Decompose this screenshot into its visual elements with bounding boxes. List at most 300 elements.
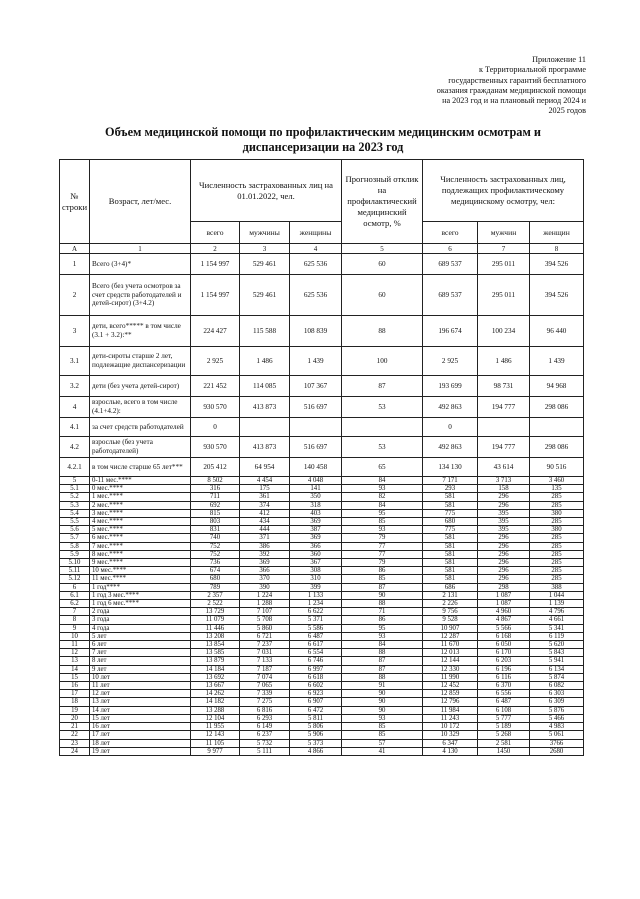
age-label-cell: 2 мес.****: [90, 501, 191, 509]
value-cell: 296: [478, 559, 530, 567]
value-cell: 6 554: [290, 649, 342, 657]
value-cell: 221 452: [191, 376, 240, 397]
age-label-cell: 19 лет: [90, 747, 191, 755]
value-cell: 57: [342, 739, 423, 747]
row-number-cell: 6.1: [60, 591, 90, 599]
value-cell: 13 208: [191, 632, 240, 640]
appendix-line: оказания гражданам медицинской помощи: [436, 85, 586, 95]
column-index-cell: 8: [530, 244, 584, 254]
table-row: [60, 501, 584, 509]
age-label-cell: 6 лет: [90, 641, 191, 649]
title-line-1: Объем медицинской помощи по профилактическим медицинским осмотрам и: [105, 125, 541, 139]
value-cell: 95: [342, 624, 423, 632]
column-index-cell: 7: [478, 244, 530, 254]
value-cell: 158: [478, 485, 530, 493]
value-cell: 14 182: [191, 698, 240, 706]
value-cell: 366: [240, 567, 290, 575]
value-cell: 84: [342, 477, 423, 485]
value-cell: 79: [342, 534, 423, 542]
value-cell: 91: [342, 682, 423, 690]
value-cell: 140 458: [290, 458, 342, 477]
row-number-cell: 5.11: [60, 567, 90, 575]
header-row-number: № строки: [60, 160, 90, 244]
value-cell: 285: [530, 550, 584, 558]
age-label-cell: 3 года: [90, 616, 191, 624]
age-label-cell: дети (без учета детей-сирот): [90, 376, 191, 397]
value-cell: 285: [530, 575, 584, 583]
value-cell: 93: [342, 485, 423, 493]
value-cell: 77: [342, 550, 423, 558]
value-cell: 296: [478, 534, 530, 542]
value-cell: 64 954: [240, 458, 290, 477]
age-label-cell: 1 год****: [90, 583, 191, 591]
value-cell: 2 522: [191, 600, 240, 608]
value-cell: 285: [530, 501, 584, 509]
value-cell: 6 108: [478, 706, 530, 714]
value-cell: 87: [342, 376, 423, 397]
age-label-cell: 16 лет: [90, 723, 191, 731]
table-row: [60, 682, 584, 690]
value-cell: 1 154 997: [191, 275, 240, 316]
header-forecast-response: Прогнозный отклик на профилактический медицинский осмотр, %: [342, 160, 423, 244]
value-cell: 100: [342, 347, 423, 376]
row-number-cell: 14: [60, 665, 90, 673]
row-number-cell: 23: [60, 739, 90, 747]
value-cell: 4 983: [530, 723, 584, 731]
row-number-cell: 9: [60, 624, 90, 632]
value-cell: 369: [240, 559, 290, 567]
value-cell: 516 697: [290, 437, 342, 458]
value-cell: 13 585: [191, 649, 240, 657]
age-label-cell: 15 лет: [90, 714, 191, 722]
value-cell: 296: [478, 493, 530, 501]
value-cell: 1 087: [478, 600, 530, 608]
value-cell: 581: [423, 567, 478, 575]
value-cell: 12 144: [423, 657, 478, 665]
value-cell: [290, 418, 342, 437]
value-cell: 395: [478, 509, 530, 517]
value-cell: 90: [342, 706, 423, 714]
value-cell: 680: [191, 575, 240, 583]
value-cell: 394 526: [530, 254, 584, 275]
value-cell: 1 224: [240, 591, 290, 599]
table-row: [60, 509, 584, 517]
age-label-cell: 9 мес.****: [90, 559, 191, 567]
value-cell: 2 925: [191, 347, 240, 376]
value-cell: 374: [240, 501, 290, 509]
value-cell: 444: [240, 526, 290, 534]
value-cell: 5 371: [290, 616, 342, 624]
value-cell: 2 131: [423, 591, 478, 599]
value-cell: 11 984: [423, 706, 478, 714]
value-cell: 5 466: [530, 714, 584, 722]
value-cell: 88: [342, 316, 423, 347]
value-cell: 98 731: [478, 376, 530, 397]
row-number-cell: 6: [60, 583, 90, 591]
row-number-cell: 4.1: [60, 418, 90, 437]
age-label-cell: 10 лет: [90, 673, 191, 681]
header-age: Возраст, лет/мес.: [90, 160, 191, 244]
value-cell: 5 843: [530, 649, 584, 657]
value-cell: 135: [530, 485, 584, 493]
value-cell: 2 226: [423, 600, 478, 608]
value-cell: 1 044: [530, 591, 584, 599]
value-cell: 1 087: [478, 591, 530, 599]
value-cell: 5 876: [530, 706, 584, 714]
value-cell: 6 622: [290, 608, 342, 616]
table-row: [60, 665, 584, 673]
table-row: [60, 458, 584, 477]
value-cell: 295 011: [478, 254, 530, 275]
value-cell: 5 620: [530, 641, 584, 649]
value-cell: 529 461: [240, 254, 290, 275]
row-number-cell: 1: [60, 254, 90, 275]
value-cell: 93: [342, 526, 423, 534]
value-cell: 11 079: [191, 616, 240, 624]
value-cell: 5 941: [530, 657, 584, 665]
age-label-cell: в том числе старше 65 лет***: [90, 458, 191, 477]
table-row: [60, 347, 584, 376]
value-cell: 12 013: [423, 649, 478, 657]
value-cell: 6 168: [478, 632, 530, 640]
value-cell: 88: [342, 673, 423, 681]
value-cell: 224 427: [191, 316, 240, 347]
value-cell: 581: [423, 559, 478, 567]
value-cell: 5 811: [290, 714, 342, 722]
value-cell: 79: [342, 559, 423, 567]
value-cell: 43 614: [478, 458, 530, 477]
value-cell: 194 777: [478, 437, 530, 458]
value-cell: 2680: [530, 747, 584, 755]
value-cell: 369: [290, 534, 342, 542]
value-cell: 93: [342, 632, 423, 640]
value-cell: 434: [240, 518, 290, 526]
value-cell: 6 196: [478, 665, 530, 673]
age-label-cell: 12 лет: [90, 690, 191, 698]
age-label-cell: 0-11 мес.****: [90, 477, 191, 485]
value-cell: 5 566: [478, 624, 530, 632]
value-cell: 1 139: [530, 600, 584, 608]
row-number-cell: 21: [60, 723, 90, 731]
age-label-cell: 2 года: [90, 608, 191, 616]
value-cell: 85: [342, 575, 423, 583]
value-cell: 516 697: [290, 397, 342, 418]
table-row: [60, 485, 584, 493]
age-label-cell: 4 года: [90, 624, 191, 632]
value-cell: 711: [191, 493, 240, 501]
age-label-cell: дети-сироты старше 2 лет, подлежащие диспансеризации: [90, 347, 191, 376]
row-number-cell: 5.7: [60, 534, 90, 542]
table-row: [60, 714, 584, 722]
table-row: [60, 559, 584, 567]
value-cell: 4 867: [478, 616, 530, 624]
value-cell: [478, 418, 530, 437]
value-cell: 8 502: [191, 477, 240, 485]
column-index-cell: 6: [423, 244, 478, 254]
value-cell: 736: [191, 559, 240, 567]
value-cell: 285: [530, 518, 584, 526]
value-cell: 1 439: [530, 347, 584, 376]
value-cell: 930 570: [191, 397, 240, 418]
value-cell: 7 275: [240, 698, 290, 706]
table-row: [60, 437, 584, 458]
table-row: [60, 542, 584, 550]
value-cell: 369: [290, 518, 342, 526]
value-cell: 3766: [530, 739, 584, 747]
row-number-cell: 12: [60, 649, 90, 657]
row-number-cell: 4.2.1: [60, 458, 90, 477]
value-cell: 115 588: [240, 316, 290, 347]
value-cell: 90: [342, 698, 423, 706]
value-cell: 298 086: [530, 397, 584, 418]
value-cell: 395: [478, 526, 530, 534]
document-title: [58, 125, 588, 155]
table-row: [60, 616, 584, 624]
value-cell: 82: [342, 493, 423, 501]
value-cell: 367: [290, 559, 342, 567]
age-label-cell: дети, всего***** в том числе (3.1 + 3.2):**: [90, 316, 191, 347]
age-label-cell: 14 лет: [90, 706, 191, 714]
value-cell: 6 487: [290, 632, 342, 640]
value-cell: 193 699: [423, 376, 478, 397]
appendix-line: к Территориальной программе: [478, 65, 586, 75]
value-cell: 6 907: [290, 698, 342, 706]
value-cell: 5 777: [478, 714, 530, 722]
age-label-cell: 8 мес.****: [90, 550, 191, 558]
header-total-subject: всего: [423, 222, 478, 244]
row-number-cell: 2: [60, 275, 90, 316]
value-cell: 6 602: [290, 682, 342, 690]
value-cell: 674: [191, 567, 240, 575]
column-index-cell: 4: [290, 244, 342, 254]
age-label-cell: 5 мес.****: [90, 526, 191, 534]
table-row: [60, 397, 584, 418]
title-line-2: диспансеризации на 2023 год: [242, 140, 404, 154]
column-index-cell: А: [60, 244, 90, 254]
column-index-cell: 2: [191, 244, 240, 254]
value-cell: 90: [342, 690, 423, 698]
value-cell: 390: [240, 583, 290, 591]
value-cell: 0: [191, 418, 240, 437]
value-cell: 5 906: [290, 731, 342, 739]
value-cell: 5 806: [290, 723, 342, 731]
value-cell: 492 863: [423, 397, 478, 418]
value-cell: 403: [290, 509, 342, 517]
value-cell: 285: [530, 542, 584, 550]
value-cell: [530, 418, 584, 437]
value-cell: 7 074: [240, 673, 290, 681]
table-row: [60, 706, 584, 714]
value-cell: 581: [423, 493, 478, 501]
value-cell: 4 866: [290, 747, 342, 755]
value-cell: 13 854: [191, 641, 240, 649]
value-cell: 108 839: [290, 316, 342, 347]
age-label-cell: 7 мес.****: [90, 542, 191, 550]
value-cell: 1 133: [290, 591, 342, 599]
value-cell: 88: [342, 600, 423, 608]
value-cell: 5 586: [290, 624, 342, 632]
row-number-cell: 5.10: [60, 559, 90, 567]
value-cell: 4 130: [423, 747, 478, 755]
value-cell: 94 968: [530, 376, 584, 397]
value-cell: 6 472: [290, 706, 342, 714]
value-cell: 1 154 997: [191, 254, 240, 275]
value-cell: 412: [240, 509, 290, 517]
value-cell: 310: [290, 575, 342, 583]
value-cell: 11 990: [423, 673, 478, 681]
age-label-cell: 11 мес.****: [90, 575, 191, 583]
value-cell: 196 674: [423, 316, 478, 347]
age-label-cell: 10 мес.****: [90, 567, 191, 575]
value-cell: 7 171: [423, 477, 478, 485]
table-row: [60, 418, 584, 437]
value-cell: 4 661: [530, 616, 584, 624]
value-cell: 6 617: [290, 641, 342, 649]
value-cell: 686: [423, 583, 478, 591]
value-cell: 90: [342, 591, 423, 599]
value-cell: 85: [342, 731, 423, 739]
value-cell: 7 339: [240, 690, 290, 698]
value-cell: 1 288: [240, 600, 290, 608]
value-cell: 689 537: [423, 254, 478, 275]
value-cell: 205 412: [191, 458, 240, 477]
value-cell: 625 536: [290, 275, 342, 316]
value-cell: 285: [530, 567, 584, 575]
value-cell: 789: [191, 583, 240, 591]
value-cell: 9 756: [423, 608, 478, 616]
value-cell: 285: [530, 493, 584, 501]
value-cell: 12 104: [191, 714, 240, 722]
row-number-cell: 7: [60, 608, 90, 616]
value-cell: 84: [342, 501, 423, 509]
age-label-cell: взрослые (без учета работодателей): [90, 437, 191, 458]
value-cell: 1 486: [240, 347, 290, 376]
value-cell: 318: [290, 501, 342, 509]
value-cell: 7 031: [240, 649, 290, 657]
value-cell: 0: [423, 418, 478, 437]
age-label-cell: за счет средств работодателей: [90, 418, 191, 437]
value-cell: 41: [342, 747, 423, 755]
table-row: [60, 477, 584, 485]
value-cell: 6 487: [478, 698, 530, 706]
age-label-cell: 1 мес.****: [90, 493, 191, 501]
value-cell: 86: [342, 567, 423, 575]
age-label-cell: 0 мес.****: [90, 485, 191, 493]
age-label-cell: 17 лет: [90, 731, 191, 739]
value-cell: 775: [423, 509, 478, 517]
value-cell: 308: [290, 567, 342, 575]
row-number-cell: 5.9: [60, 550, 90, 558]
value-cell: 4 960: [478, 608, 530, 616]
value-cell: 11 446: [191, 624, 240, 632]
value-cell: 6 721: [240, 632, 290, 640]
value-cell: 370: [240, 575, 290, 583]
row-number-cell: 3.1: [60, 347, 90, 376]
value-cell: 296: [478, 542, 530, 550]
header-insured-group: Численность застрахованных лиц на 01.01.2022, чел.: [191, 160, 342, 222]
table-row: [60, 747, 584, 755]
table-row: [60, 608, 584, 616]
value-cell: 387: [290, 526, 342, 534]
table-row: [60, 673, 584, 681]
value-cell: 14 184: [191, 665, 240, 673]
value-cell: 395: [478, 518, 530, 526]
value-cell: 1 234: [290, 600, 342, 608]
value-cell: 77: [342, 542, 423, 550]
value-cell: 12 143: [191, 731, 240, 739]
header-subject-group: Численность застрахованных лиц, подлежащих профилактическому медицинскому осмотру, чел:: [423, 160, 584, 222]
value-cell: 12 330: [423, 665, 478, 673]
value-cell: 752: [191, 550, 240, 558]
medical-volume-table: [59, 159, 584, 756]
row-number-cell: 17: [60, 690, 90, 698]
value-cell: 10 329: [423, 731, 478, 739]
appendix-line: на 2023 год и на плановый период 2024 и: [442, 96, 586, 106]
value-cell: 740: [191, 534, 240, 542]
row-number-cell: 22: [60, 731, 90, 739]
value-cell: 1 439: [290, 347, 342, 376]
value-cell: 14 262: [191, 690, 240, 698]
value-cell: 5 189: [478, 723, 530, 731]
value-cell: 6 082: [530, 682, 584, 690]
value-cell: 752: [191, 542, 240, 550]
row-number-cell: 4.2: [60, 437, 90, 458]
value-cell: 100 234: [478, 316, 530, 347]
table-row: [60, 657, 584, 665]
value-cell: 6 370: [478, 682, 530, 690]
value-cell: 134 130: [423, 458, 478, 477]
value-cell: 6 237: [240, 731, 290, 739]
value-cell: 6 149: [240, 723, 290, 731]
value-cell: 6 923: [290, 690, 342, 698]
value-cell: 10 172: [423, 723, 478, 731]
value-cell: 90 516: [530, 458, 584, 477]
age-label-cell: 13 лет: [90, 698, 191, 706]
row-number-cell: 16: [60, 682, 90, 690]
value-cell: 194 777: [478, 397, 530, 418]
table-row: [60, 591, 584, 599]
table-row: [60, 534, 584, 542]
header-women-subject: женщин: [530, 222, 584, 244]
header-men-subject: мужчин: [478, 222, 530, 244]
value-cell: 803: [191, 518, 240, 526]
value-cell: 3 713: [478, 477, 530, 485]
value-cell: 680: [423, 518, 478, 526]
value-cell: 93: [342, 714, 423, 722]
table-row: [60, 583, 584, 591]
column-index-row: [60, 244, 584, 254]
value-cell: 413 873: [240, 437, 290, 458]
value-cell: 11 955: [191, 723, 240, 731]
value-cell: 6 119: [530, 632, 584, 640]
value-cell: 7 133: [240, 657, 290, 665]
row-number-cell: 6.2: [60, 600, 90, 608]
value-cell: 298: [478, 583, 530, 591]
value-cell: 316: [191, 485, 240, 493]
value-cell: 84: [342, 641, 423, 649]
table-row: [60, 254, 584, 275]
value-cell: 11 670: [423, 641, 478, 649]
value-cell: 86: [342, 616, 423, 624]
table-row: [60, 600, 584, 608]
table-row: [60, 550, 584, 558]
column-index-cell: 3: [240, 244, 290, 254]
value-cell: 5 708: [240, 616, 290, 624]
value-cell: 87: [342, 583, 423, 591]
value-cell: 831: [191, 526, 240, 534]
value-cell: 815: [191, 509, 240, 517]
value-cell: 371: [240, 534, 290, 542]
